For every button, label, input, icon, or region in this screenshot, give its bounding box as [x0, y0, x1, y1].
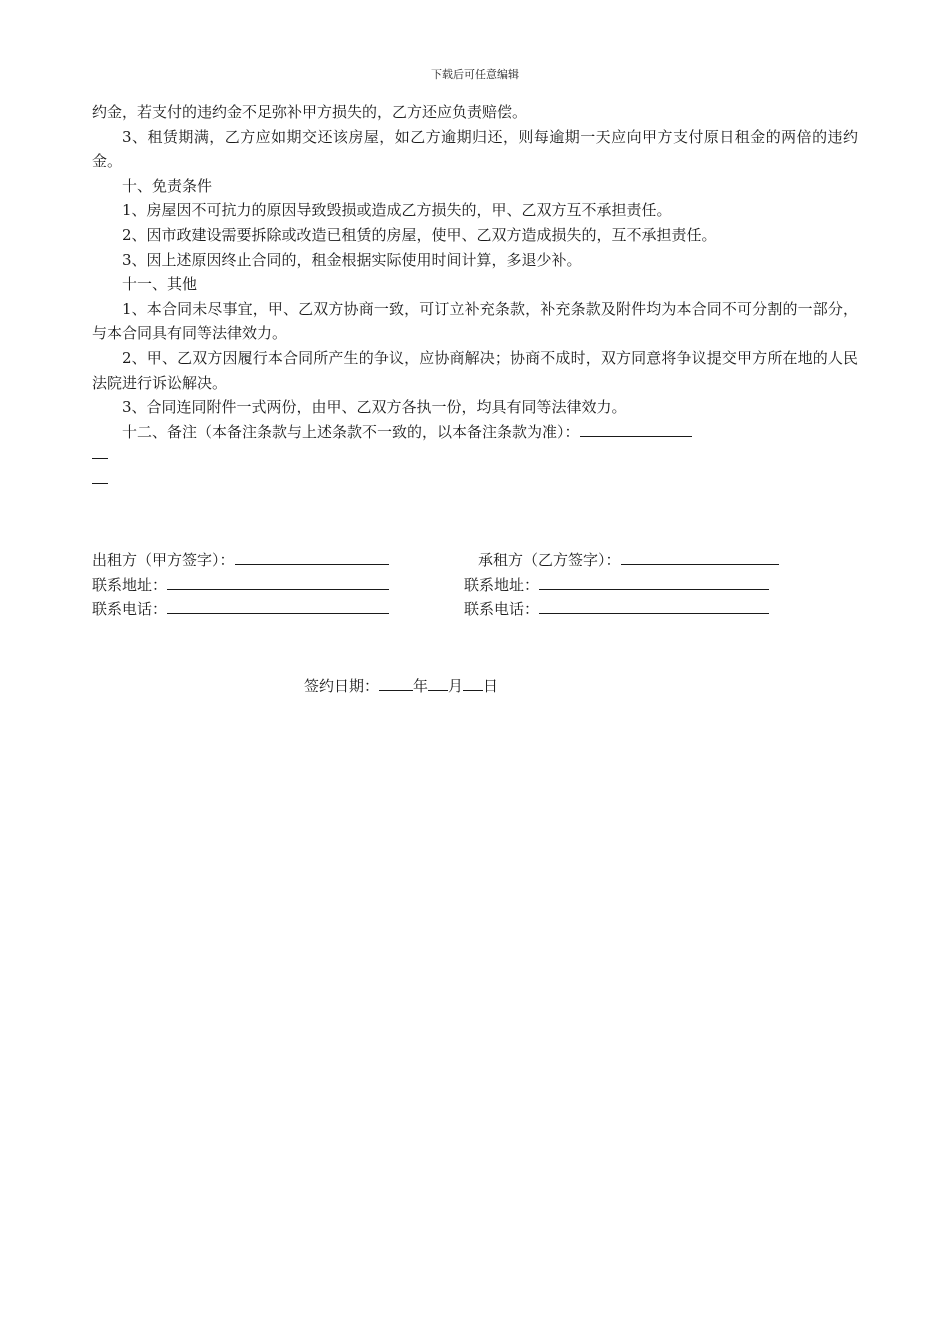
paragraph-municipal-construction: 2、因市政建设需要拆除或改造已租赁的房屋，使甲、乙双方造成损失的，互不承担责任。 — [122, 225, 717, 244]
lessee-address — [464, 573, 769, 598]
paragraph-dispute-resolution: 2、甲、乙双方因履行本合同所产生的争议，应协商解决；协商不成时，双方同意将争议提交甲方所在地的人民法院进行诉讼解决。 — [92, 348, 858, 392]
lessee-phone-label: 联系电话： — [464, 600, 540, 619]
signature-block — [92, 548, 858, 622]
lessor-phone-label: 联系电话： — [92, 600, 168, 619]
remarks-blank[interactable] — [580, 421, 692, 437]
lessor-label: 出租方（甲方签字）： — [92, 551, 235, 569]
page-header: 下载后可任意编辑 — [431, 68, 519, 81]
paragraph-termination-rent: 3、因上述原因终止合同的，租金根据实际使用时间计算，多退少补。 — [122, 250, 582, 269]
lessor-address-label: 联系地址： — [92, 575, 168, 594]
remarks-continuation-1 — [92, 444, 858, 469]
remarks-dash — [92, 483, 108, 484]
remarks-continuation-2 — [92, 469, 858, 494]
lessee-address-blank[interactable] — [539, 574, 769, 590]
lessee-signature-blank[interactable] — [621, 549, 779, 565]
lessor-signature-blank[interactable] — [235, 549, 389, 565]
signing-date — [304, 674, 498, 699]
contract-body — [92, 100, 858, 494]
lessor-phone-blank[interactable] — [167, 598, 389, 614]
section-heading-exemption: 十、免责条件 — [122, 176, 213, 195]
remarks-label: 十二、备注（本备注条款与上述条款不一致的，以本备注条款为准）： — [122, 422, 580, 441]
lessee-phone — [464, 597, 769, 622]
lessee-signature — [478, 548, 779, 573]
year-label: 年 — [413, 677, 429, 695]
signing-date-label: 签约日期： — [304, 677, 380, 695]
paragraph-lease-expiry: 3、租赁期满，乙方应如期交还该房屋，如乙方逾期归还，则每逾期一天应向甲方支付原日租金的两倍的违约金。 — [92, 127, 858, 171]
lessee-label: 承租方（乙方签字）： — [478, 551, 621, 569]
paragraph-force-majeure: 1、房屋因不可抗力的原因导致毁损或造成乙方损失的，甲、乙双方互不承担责任。 — [122, 201, 672, 220]
day-label: 日 — [483, 677, 499, 695]
lessee-address-label: 联系地址： — [464, 575, 540, 594]
lessor-address — [92, 573, 389, 598]
lessor-phone — [92, 597, 389, 622]
day-blank[interactable] — [463, 675, 483, 691]
section-heading-other: 十一、其他 — [122, 275, 198, 294]
remarks-dash — [92, 458, 108, 459]
lessor-address-blank[interactable] — [167, 574, 389, 590]
lessor-signature — [92, 548, 389, 573]
paragraph-copies: 3、合同连同附件一式两份，由甲、乙双方各执一份，均具有同等法律效力。 — [122, 398, 627, 417]
year-blank[interactable] — [379, 675, 413, 691]
month-label: 月 — [448, 677, 464, 695]
signature-row — [92, 548, 858, 573]
lessee-phone-blank[interactable] — [539, 598, 769, 614]
phone-row — [92, 597, 858, 622]
paragraph-penalty-continued: 约金，若支付的违约金不足弥补甲方损失的，乙方还应负责赔偿。 — [92, 103, 528, 121]
paragraph-supplementary-terms: 1、本合同未尽事宜，甲、乙双方协商一致，可订立补充条款，补充条款及附件均为本合同不可分割的一部分，与本合同具有同等法律效力。 — [92, 299, 858, 343]
address-row — [92, 573, 858, 598]
remarks-line — [92, 420, 858, 445]
month-blank[interactable] — [428, 675, 448, 691]
